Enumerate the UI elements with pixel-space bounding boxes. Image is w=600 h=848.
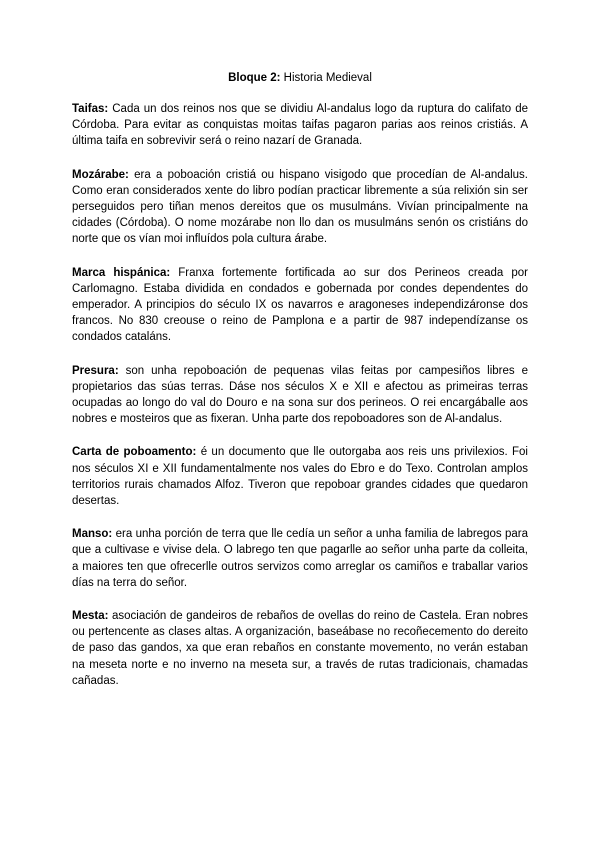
- document-body: [72, 101, 528, 706]
- entry-text: asociación de gandeiros de rebaños de ovellas do reino de Castela. Eran nobres ou pertencente as clases altas. A organización, baseábase no recoñecemento do dereito de paso das gandos, xa que eran rebaños en constante movemento, no verán estaban na meseta norte e no inverno na meseta sur, a través de rutas tradicionais, chamadas cañadas.: [72, 610, 528, 687]
- entry-text: era unha porción de terra que lle cedía un señor a unha familia de labregos para que a cultivase e vivise dela. O labrego ten que pagarlle ao señor unha parte da colleita, a maiores ten que ofrecerlle outros servizos como arreglar os camiños e traballar varios días na terra do señor.: [72, 528, 528, 589]
- entry-term: Taifas:: [72, 103, 109, 115]
- entry-mesta: [72, 608, 528, 689]
- entry-text: son unha repoboación de pequenas vilas feitas por campesiños libres e propietarios das súas terras. Dáse nos séculos X e XII e afectou as primeiras terras ocupadas ao longo do val do Douro e na sona sur dos perineos. O rei encargáballe aos nobres e mosteiros que as fixeran. Unha parte dos repoboadores son de Al-andalus.: [72, 364, 528, 426]
- title-bold: Bloque 2:: [228, 72, 281, 84]
- entry-presura: [72, 363, 528, 428]
- entry-text: era a poboación cristiá ou hispano visigodo que procedían de Al-andalus. Como eran considerados xente do libro podían practicar libremente a súa relixión sin ser perseguidos pero tiñan menos dereitos que os musulmáns. Vivían principalmente na cidades (Córdoba). O nome mozárabe non llo dan os musulmáns senón os cristiáns do norte que os vían moi influídos pola cultura árabe.: [72, 168, 528, 246]
- entry-term: Carta de poboamento:: [72, 446, 197, 459]
- entry-term: Mesta:: [72, 610, 109, 623]
- entry-marca-hispanica: [72, 265, 528, 346]
- entry-text: Cada un dos reinos nos que se dividiu Al-andalus logo da ruptura do califato de Córdoba. Para evitar as conquistas moitas taifas pagaron parias aos reinos cristiás. A última taifa en sobrevivir será o reino nazarí de Granada.: [72, 103, 528, 148]
- entry-taifas: [72, 101, 528, 150]
- entry-term: Presura:: [72, 364, 119, 377]
- entry-mozarabe: [72, 167, 528, 248]
- entry-carta-de-poboamento: [72, 444, 528, 509]
- entry-term: Marca hispánica:: [72, 266, 171, 279]
- page-title: [0, 70, 600, 86]
- title-rest: Historia Medieval: [280, 72, 372, 84]
- entry-term: Manso:: [72, 528, 113, 541]
- entry-text: é un documento que lle outorgaba aos reis uns privilexios. Foi nos séculos XI e XII fundamentalmente nos vales do Ebro e do Texo. Controlan amplos territorios rurais chamados Alfoz. Tiveron que repoboar grandes cidades que quedaron desertas.: [72, 446, 528, 508]
- entry-term: Mozárabe:: [72, 168, 129, 181]
- entry-text: Franxa fortemente fortificada ao sur dos Perineos creada por Carlomagno. Estaba dividida en condados e gobernada por condes dependentes do emperador. A principios do século IX os navarros e aragoneses independizáronse dos francos. No 830 creouse o reino de Pamplona e a partir de 987 independízanse os condados cataláns.: [72, 266, 528, 344]
- entry-manso: [72, 526, 528, 591]
